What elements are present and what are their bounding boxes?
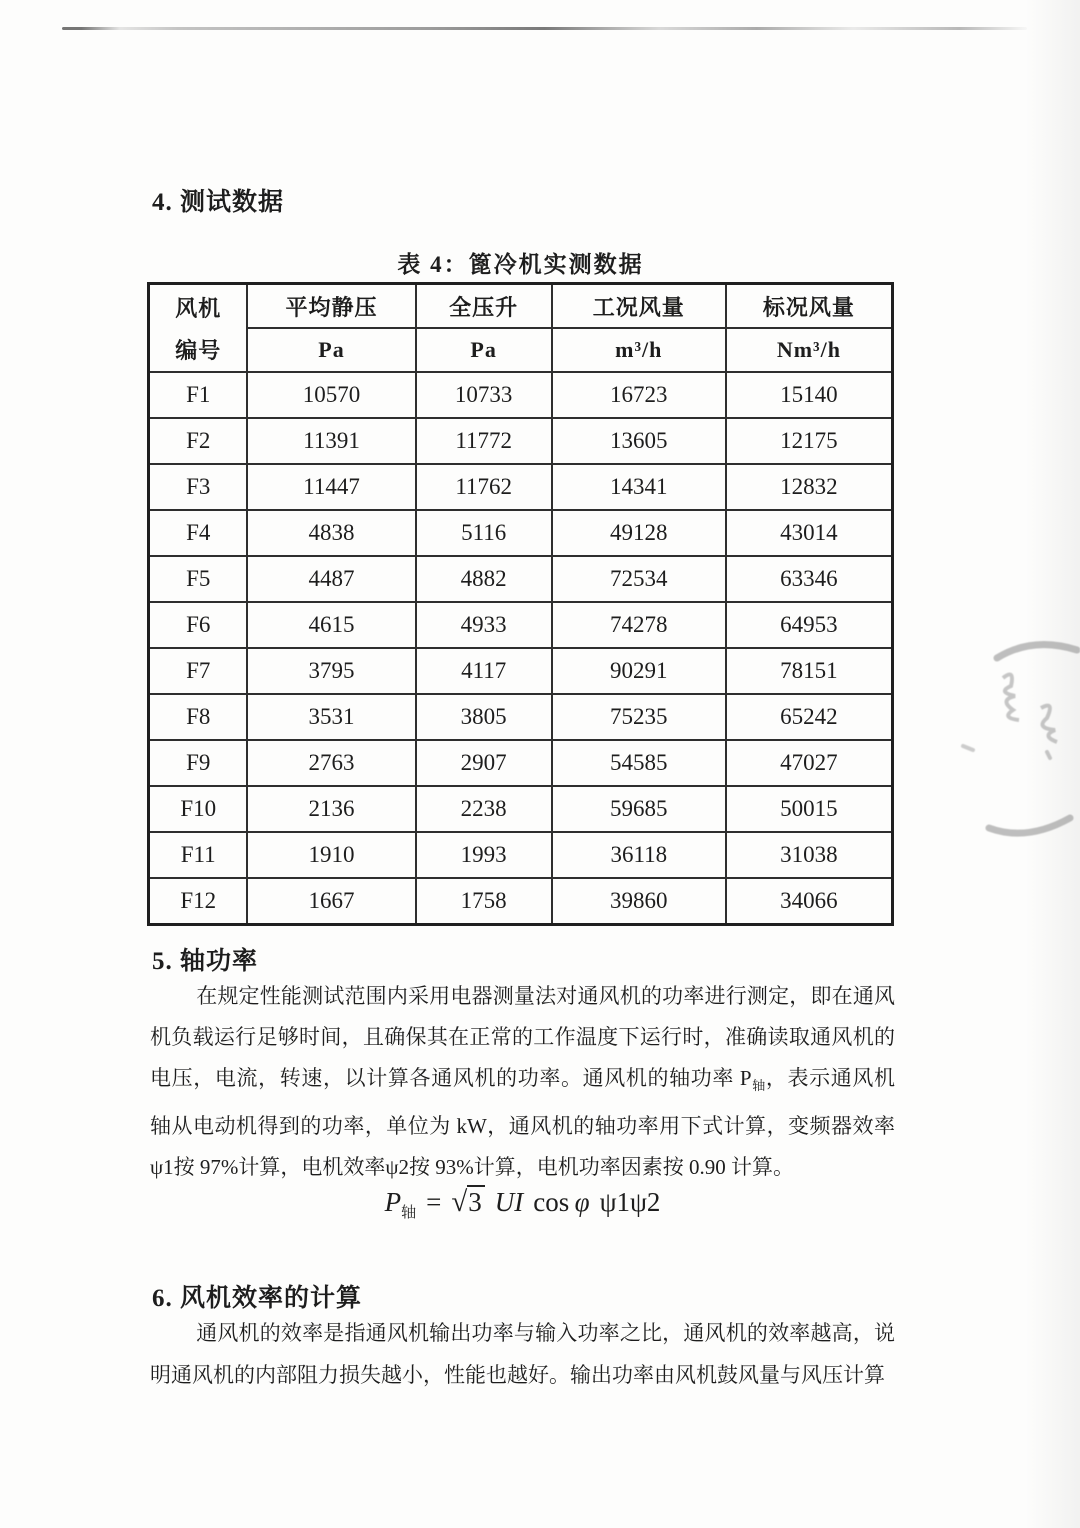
header-operating-airflow: 工况风量 [552, 284, 726, 329]
fan-id-cell: F8 [149, 694, 248, 740]
fan-id-cell: F5 [149, 556, 248, 602]
fan-id-cell: F6 [149, 602, 248, 648]
table-row [149, 372, 893, 418]
table-row [149, 832, 893, 878]
unit-standard-airflow: Nm³/h [726, 328, 893, 372]
fan-id-cell: F12 [149, 878, 248, 925]
total-rise-cell: 10733 [416, 372, 552, 418]
fan-id-cell: F10 [149, 786, 248, 832]
unit-total-pressure-rise: Pa [416, 328, 552, 372]
op-flow-cell: 36118 [552, 832, 726, 878]
fan-id-cell: F2 [149, 418, 248, 464]
fan-id-cell: F4 [149, 510, 248, 556]
table-row [149, 602, 893, 648]
table-row [149, 556, 893, 602]
std-flow-cell: 15140 [726, 372, 893, 418]
std-flow-cell: 43014 [726, 510, 893, 556]
fan-id-cell: F9 [149, 740, 248, 786]
paragraph-line: 轴从电动机得到的功率，单位为 kW，通风机的轴功率用下式计算，变频器效率 [150, 1114, 895, 1138]
table-row [149, 464, 893, 510]
avg-static-cell: 4838 [247, 510, 415, 556]
section-heading-fan-efficiency: 6. 风机效率的计算 [152, 1285, 363, 1312]
table-row [149, 510, 893, 556]
shaft-power-formula [150, 1186, 895, 1222]
table-row [149, 786, 893, 832]
header-total-pressure-rise: 全压升 [416, 284, 552, 329]
paragraph-line: 在规定性能测试范围内采用电器测量法对通风机的功率进行测定，即在通风 [196, 984, 895, 1008]
total-rise-cell: 1993 [416, 832, 552, 878]
std-flow-cell: 63346 [726, 556, 893, 602]
avg-static-cell: 4615 [247, 602, 415, 648]
paragraph-line-text: 电压，电流，转速，以计算各通风机的功率。通风机的轴功率 P [150, 1066, 752, 1090]
std-flow-cell: 12175 [726, 418, 893, 464]
op-flow-cell: 75235 [552, 694, 726, 740]
std-flow-cell: 50015 [726, 786, 893, 832]
std-flow-cell: 64953 [726, 602, 893, 648]
header-avg-static-pressure: 平均静压 [247, 284, 415, 329]
op-flow-cell: 49128 [552, 510, 726, 556]
paragraph-line: ψ1按 97%计算，电机效率ψ2按 93%计算，电机功率因素按 0.90 计算。 [150, 1155, 795, 1179]
radical-sign: √ [451, 1186, 468, 1218]
p-shaft-subscript: 轴 [751, 1078, 766, 1093]
header-standard-airflow: 标况风量 [726, 284, 893, 329]
total-rise-cell: 5116 [416, 510, 552, 556]
avg-static-cell: 2763 [247, 740, 415, 786]
avg-static-cell: 3795 [247, 648, 415, 694]
std-flow-cell: 31038 [726, 832, 893, 878]
avg-static-cell: 10570 [247, 372, 415, 418]
op-flow-cell: 59685 [552, 786, 726, 832]
unit-operating-airflow: m³/h [552, 328, 726, 372]
fan-efficiency-paragraph [150, 1312, 895, 1396]
section-heading-shaft-power: 5. 轴功率 [152, 948, 259, 975]
avg-static-cell: 11391 [247, 418, 415, 464]
formula-p-subscript: 轴 [401, 1205, 417, 1221]
avg-static-cell: 2136 [247, 786, 415, 832]
std-flow-cell: 12832 [726, 464, 893, 510]
paragraph-line: 明通风机的内部阻力损失越小，性能也越好。输出功率由风机鼓风量与风压计算 [150, 1363, 885, 1387]
shaft-power-paragraph [150, 976, 895, 1188]
op-flow-cell: 14341 [552, 464, 726, 510]
total-rise-cell: 2907 [416, 740, 552, 786]
header-fan-id [149, 284, 248, 373]
header-fan-id-line2: 编号 [175, 337, 222, 363]
std-flow-cell: 34066 [726, 878, 893, 925]
table-row [149, 694, 893, 740]
std-flow-cell: 47027 [726, 740, 893, 786]
total-rise-cell: 4882 [416, 556, 552, 602]
table-header-row-names [149, 284, 893, 329]
op-flow-cell: 16723 [552, 372, 726, 418]
fan-id-cell: F7 [149, 648, 248, 694]
formula-p: P [384, 1187, 402, 1217]
avg-static-cell: 11447 [247, 464, 415, 510]
section-heading-test-data: 4. 测试数据 [152, 189, 285, 216]
formula-equals: = [426, 1187, 442, 1217]
total-rise-cell: 4117 [416, 648, 552, 694]
scanner-edge-line-artifact [62, 27, 1027, 30]
formula-psi: ψ1ψ2 [599, 1187, 661, 1217]
paragraph-line-text: ，表示通风机 [765, 1066, 895, 1090]
total-rise-cell: 2238 [416, 786, 552, 832]
header-fan-id-line1: 风机 [175, 295, 222, 321]
fan-id-cell: F3 [149, 464, 248, 510]
op-flow-cell: 90291 [552, 648, 726, 694]
table-row [149, 740, 893, 786]
formula-ui: UI [494, 1187, 524, 1217]
table-header-row-units [149, 328, 893, 372]
table-row [149, 878, 893, 925]
avg-static-cell: 3531 [247, 694, 415, 740]
table-caption: 表 4：篦冷机实测数据 [397, 252, 644, 277]
total-rise-cell: 3805 [416, 694, 552, 740]
total-rise-cell: 11762 [416, 464, 552, 510]
std-flow-cell: 65242 [726, 694, 893, 740]
std-flow-cell: 78151 [726, 648, 893, 694]
op-flow-cell: 72534 [552, 556, 726, 602]
op-flow-cell: 13605 [552, 418, 726, 464]
op-flow-cell: 74278 [552, 602, 726, 648]
avg-static-cell: 1910 [247, 832, 415, 878]
fan-id-cell: F1 [149, 372, 248, 418]
formula-cos: cos [533, 1187, 570, 1217]
avg-static-cell: 4487 [247, 556, 415, 602]
paragraph-line: 机负载运行足够时间，且确保其在正常的工作温度下运行时，准确读取通风机的 [150, 1025, 895, 1049]
formula-phi: φ [574, 1187, 590, 1217]
avg-static-cell: 1667 [247, 878, 415, 925]
radicand: 3 [467, 1185, 485, 1217]
fan-measurement-table [147, 282, 894, 926]
total-rise-cell: 1758 [416, 878, 552, 925]
op-flow-cell: 39860 [552, 878, 726, 925]
table-row [149, 418, 893, 464]
fan-id-cell: F11 [149, 832, 248, 878]
paragraph-line: 通风机的效率是指通风机输出功率与输入功率之比，通风机的效率越高，说 [196, 1321, 895, 1345]
total-rise-cell: 4933 [416, 602, 552, 648]
seal-stamp-artifact [955, 600, 1080, 850]
op-flow-cell: 54585 [552, 740, 726, 786]
table-row [149, 648, 893, 694]
unit-avg-static-pressure: Pa [247, 328, 415, 372]
total-rise-cell: 11772 [416, 418, 552, 464]
paragraph-line [150, 1058, 895, 1106]
